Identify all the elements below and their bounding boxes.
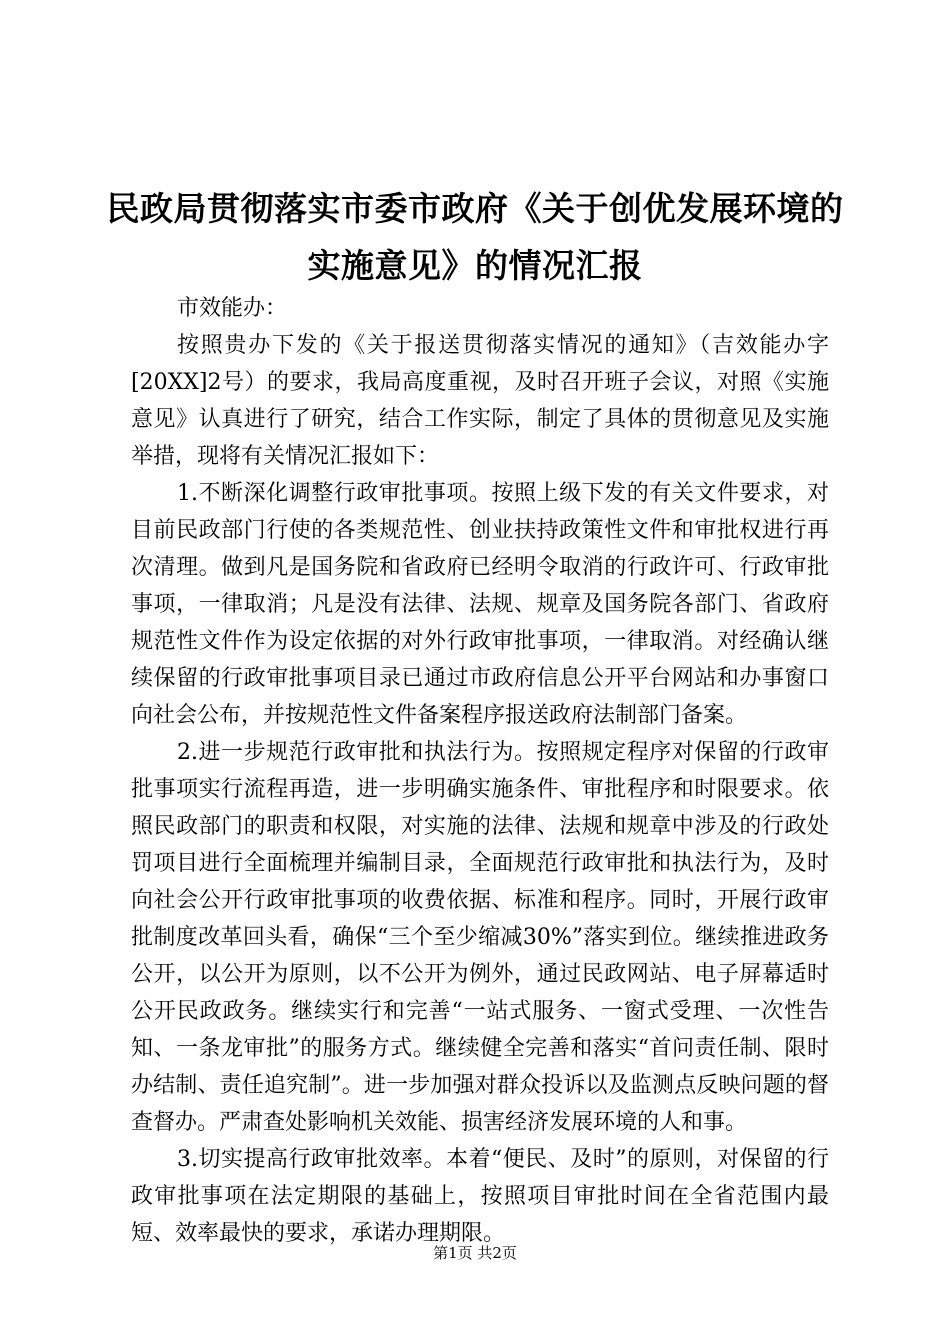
document-body [131,290,829,1252]
page-number-footer: 第1页 共2页 [433,1244,517,1262]
salutation: 市效能办： [177,296,288,321]
paragraph-item-1: 1.不断深化调整行政审批事项。按照上级下发的有关文件要求，对目前民政部门行使的各类规范性、创业扶持政策性文件和审批权进行再次清理。做到凡是国务院和省政府已经明令取消的行政许可、行政审批事项，一律取消；凡是没有法律、法规、规章及国务院各部门、省政府规范性文件作为设定依据的对外行政审批事项，一律取消。对经确认继续保留的行政审批事项目录已通过市政府信息公开平台网站和办事窗口向社会公布，并按规范性文件备案程序报送政府法制部门备案。 [131,481,829,728]
document-title: 民政局贯彻落实市委市政府《关于创优发展环境的实施意见》的情况汇报 [106,189,844,285]
paragraph-item-2: 2.进一步规范行政审批和执法行为。按照规定程序对保留的行政审批事项实行流程再造，进一步明确实施条件、审批程序和时限要求。依照民政部门的职责和权限，对实施的法律、法规和规章中涉及的行政处罚项目进行全面梳理并编制目录，全面规范行政审批和执法行为，及时向社会公开行政审批事项的收费依据、标准和程序。同时，开展行政审批制度改革回头看，确保“三个至少缩减30%”落实到位。继续推进政务公开，以公开为原则，以不公开为例外，通过民政网站、电子屏幕适时公开民政政务。继续实行和完善“一站式服务、一窗式受理、一次性告知、一条龙审批”的服务方式。继续健全完善和落实“首问责任制、限时办结制、责任追究制”。进一步加强对群众投诉以及监测点反映问题的督查督办。严肃查处影响机关效能、损害经济发展环境的人和事。 [131,740,829,1135]
paragraph-intro: 按照贵办下发的《关于报送贯彻落实情况的通知》（吉效能办字[20XX]2号）的要求，我局高度重视，及时召开班子会议，对照《实施意见》认真进行了研究，结合工作实际，制定了具体的贯彻意见及实施举措，现将有关情况汇报如下： [131,333,829,469]
paragraph-item-3: 3.切实提高行政审批效率。本着“便民、及时”的原则，对保留的行政审批事项在法定期限的基础上，按照项目审批时间在全省范围内最短、效率最快的要求，承诺办理期限。 [131,1147,829,1246]
